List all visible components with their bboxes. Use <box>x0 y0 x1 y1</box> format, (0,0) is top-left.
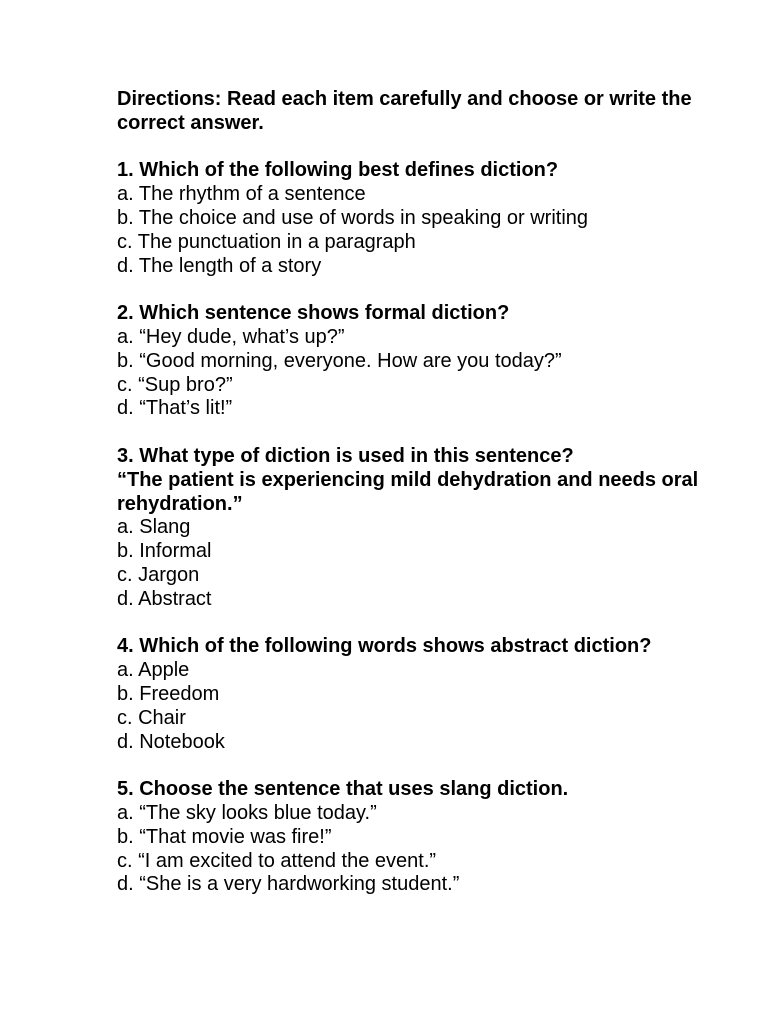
answer-option-b: b. The choice and use of words in speaking or writing <box>117 206 589 229</box>
answer-option-d: d. “That’s lit!” <box>117 397 233 420</box>
question-text: 4. Which of the following words shows abstract diction? <box>117 635 652 658</box>
question-quote: “The patient is experiencing mild dehydration and needs oral rehydration.” <box>117 468 699 515</box>
answer-option-c: c. Jargon <box>117 563 200 586</box>
question-text: 3. What type of diction is used in this sentence? <box>117 444 574 467</box>
answer-option-c: c. “Sup bro?” <box>117 373 233 396</box>
question-1 <box>117 159 737 278</box>
answer-option-c: c. “I am excited to attend the event.” <box>117 849 437 872</box>
answer-option-d: d. Abstract <box>117 587 212 610</box>
answer-option-d: d. “She is a very hardworking student.” <box>117 873 460 896</box>
answer-option-a: a. “Hey dude, what’s up?” <box>117 325 345 348</box>
answer-option-a: a. Apple <box>117 659 190 682</box>
question-text: 1. Which of the following best defines diction? <box>117 159 559 182</box>
answer-option-b: b. “That movie was fire!” <box>117 825 332 848</box>
answer-option-c: c. The punctuation in a paragraph <box>117 230 416 253</box>
answer-option-d: d. Notebook <box>117 730 225 753</box>
answer-option-b: b. Informal <box>117 540 212 563</box>
answer-option-b: b. Freedom <box>117 682 220 705</box>
question-4 <box>117 635 737 754</box>
answer-option-c: c. Chair <box>117 706 186 729</box>
question-5 <box>117 778 737 897</box>
answer-option-a: a. “The sky looks blue today.” <box>117 801 377 824</box>
question-text: 2. Which sentence shows formal diction? <box>117 302 510 325</box>
answer-option-d: d. The length of a story <box>117 254 322 277</box>
answer-option-a: a. Slang <box>117 516 191 539</box>
question-3 <box>117 445 737 612</box>
answer-option-a: a. The rhythm of a sentence <box>117 183 366 206</box>
question-2 <box>117 302 737 421</box>
worksheet <box>117 88 737 897</box>
question-text: 5. Choose the sentence that uses slang diction. <box>117 778 569 801</box>
answer-option-b: b. “Good morning, everyone. How are you today?” <box>117 349 562 372</box>
directions-text: Directions: Read each item carefully and choose or write the correct answer. <box>117 88 692 134</box>
